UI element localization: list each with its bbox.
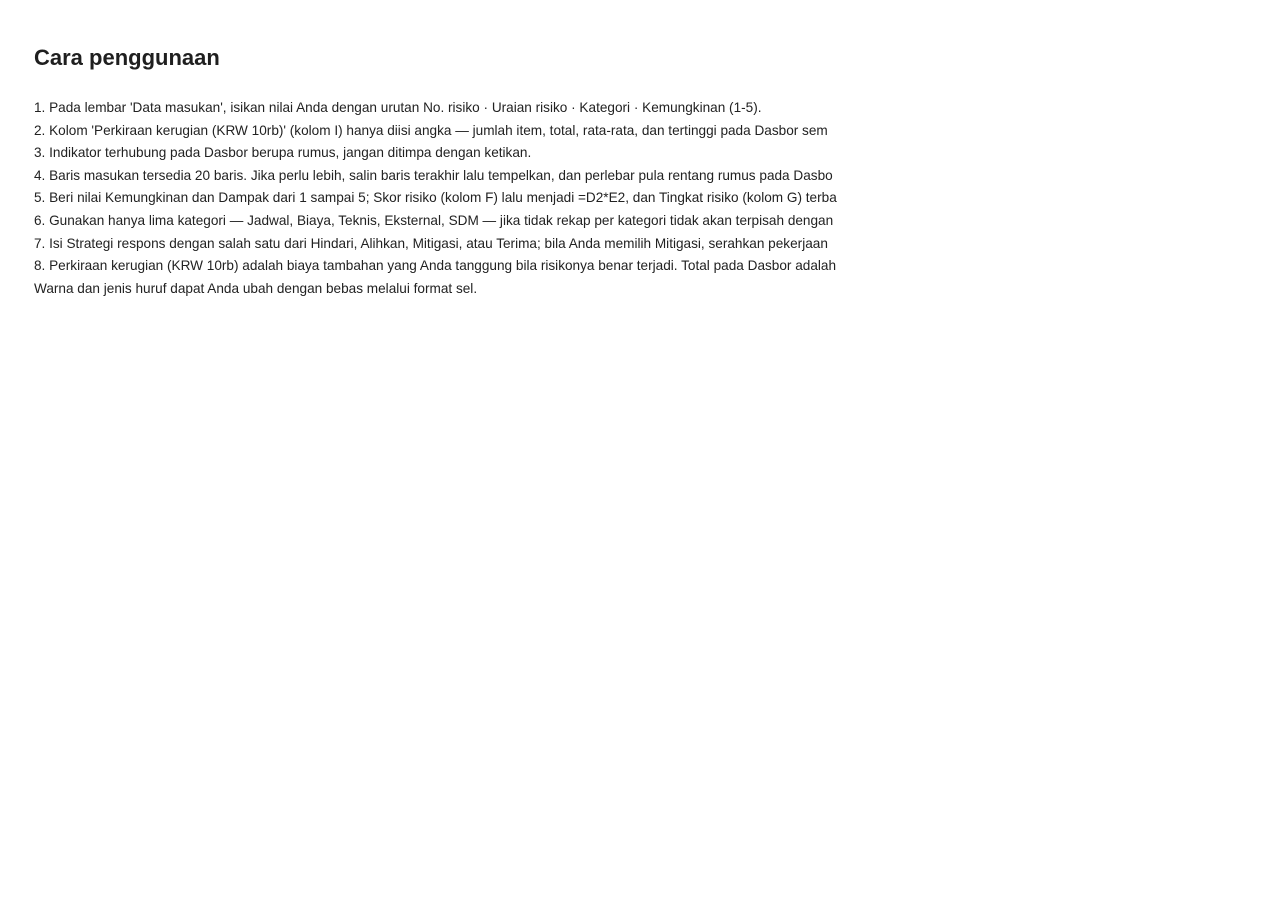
instruction-footer-note: Warna dan jenis huruf dapat Anda ubah dengan bebas melalui format sel. <box>34 280 478 296</box>
instruction-line-5: 5. Beri nilai Kemungkinan dan Dampak dari 1 sampai 5; Skor risiko (kolom F) lalu menjadi =D2*E2, dan Tingkat risiko (kolom G) terba <box>34 190 837 206</box>
instruction-line-6: 6. Gunakan hanya lima kategori — Jadwal, Biaya, Teknis, Eksternal, SDM — jika tidak rekap per kategori tidak akan terpisah dengan <box>34 212 834 228</box>
instruction-line-2: 2. Kolom 'Perkiraan kerugian (KRW 10rb)' (kolom I) hanya diisi angka — jumlah item, total, rata-rata, dan tertinggi pada Dasbor sem <box>34 122 828 138</box>
instruction-line-1: 1. Pada lembar 'Data masukan', isikan nilai Anda dengan urutan No. risiko · Uraian risiko · Kategori · Kemungkinan (1-5). <box>34 100 762 115</box>
instruction-list <box>34 97 837 300</box>
instruction-line-7: 7. Isi Strategi respons dengan salah satu dari Hindari, Alihkan, Mitigasi, atau Terima; bila Anda memilih Mitigasi, serahkan pekerjaan <box>34 235 828 251</box>
instructions-sheet <box>34 0 838 900</box>
instruction-line-4: 4. Baris masukan tersedia 20 baris. Jika perlu lebih, salin baris terakhir lalu tempelkan, dan perlebar pula rentang rumus pada Dasbo <box>34 167 833 183</box>
instruction-line-3: 3. Indikator terhubung pada Dasbor berupa rumus, jangan ditimpa dengan ketikan. <box>34 145 532 161</box>
instruction-line-8: 8. Perkiraan kerugian (KRW 10rb) adalah biaya tambahan yang Anda tanggung bila risikonya benar terjadi. Total pada Dasbor adalah <box>34 258 837 274</box>
page-title: Cara penggunaan <box>34 45 220 70</box>
